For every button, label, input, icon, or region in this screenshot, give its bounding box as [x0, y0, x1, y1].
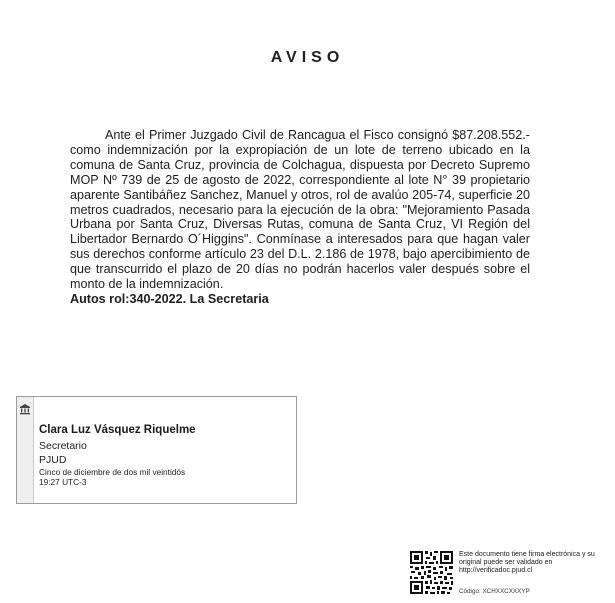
signature-date-text: Cinco de diciembre de dos mil veintidós: [39, 467, 186, 477]
courthouse-icon: [19, 403, 31, 415]
signer-name: Clara Luz Vásquez Riquelme: [39, 424, 196, 436]
verification-note: Este documento tiene firma electrónica y su original puede ser validado en http://verificadoc.pjud.cl: [459, 551, 595, 575]
signature-box: [16, 396, 297, 504]
notice-paragraph: Ante el Primer Juzgado Civil de Rancagua el Fisco consignó $87.208.552.- como indemnización por la expropiación de un lote de terreno ubicado en la comuna de Santa Cruz, provincia de Colchagua, dispuesta por Decreto Supremo MOP Nº 739 de 25 de agosto de 2022, correspondiente al lote N° 39 propietario aparente Santibáñez Sanchez, Manuel y otros, rol de avalúo 205-74, superficie 20 metros cuadrados, necesario para la ejecución de la obra: "Mejoramiento Pasada Urbana por Santa Cruz, Diversas Rutas, comuna de Santa Cruz, VI Región del Libertador Bernardo O´Higgins". Conmínase a interesados para que hagan valer sus derechos conforme artículo 23 del D.L. 2.186 de 1978, bajo apercibimiento de que transcurrido el plazo de 20 días no podrán hacerlos valer después sobre el monto de la indemnización.: [70, 128, 530, 292]
signature-time-text: 19:27 UTC-3: [39, 476, 87, 487]
qr-code-icon: [409, 550, 454, 595]
signer-organization: PJUD: [39, 454, 67, 466]
signature-date: [39, 468, 289, 487]
verification-code: Código: XCHXXCXXXYP: [459, 588, 530, 595]
notice-closing: Autos rol:340-2022. La Secretaria: [70, 291, 269, 306]
notice-title: AVISO: [270, 49, 345, 66]
signature-strip: [17, 397, 34, 503]
signer-role: Secretario: [39, 440, 87, 452]
notice-body: [70, 128, 530, 307]
